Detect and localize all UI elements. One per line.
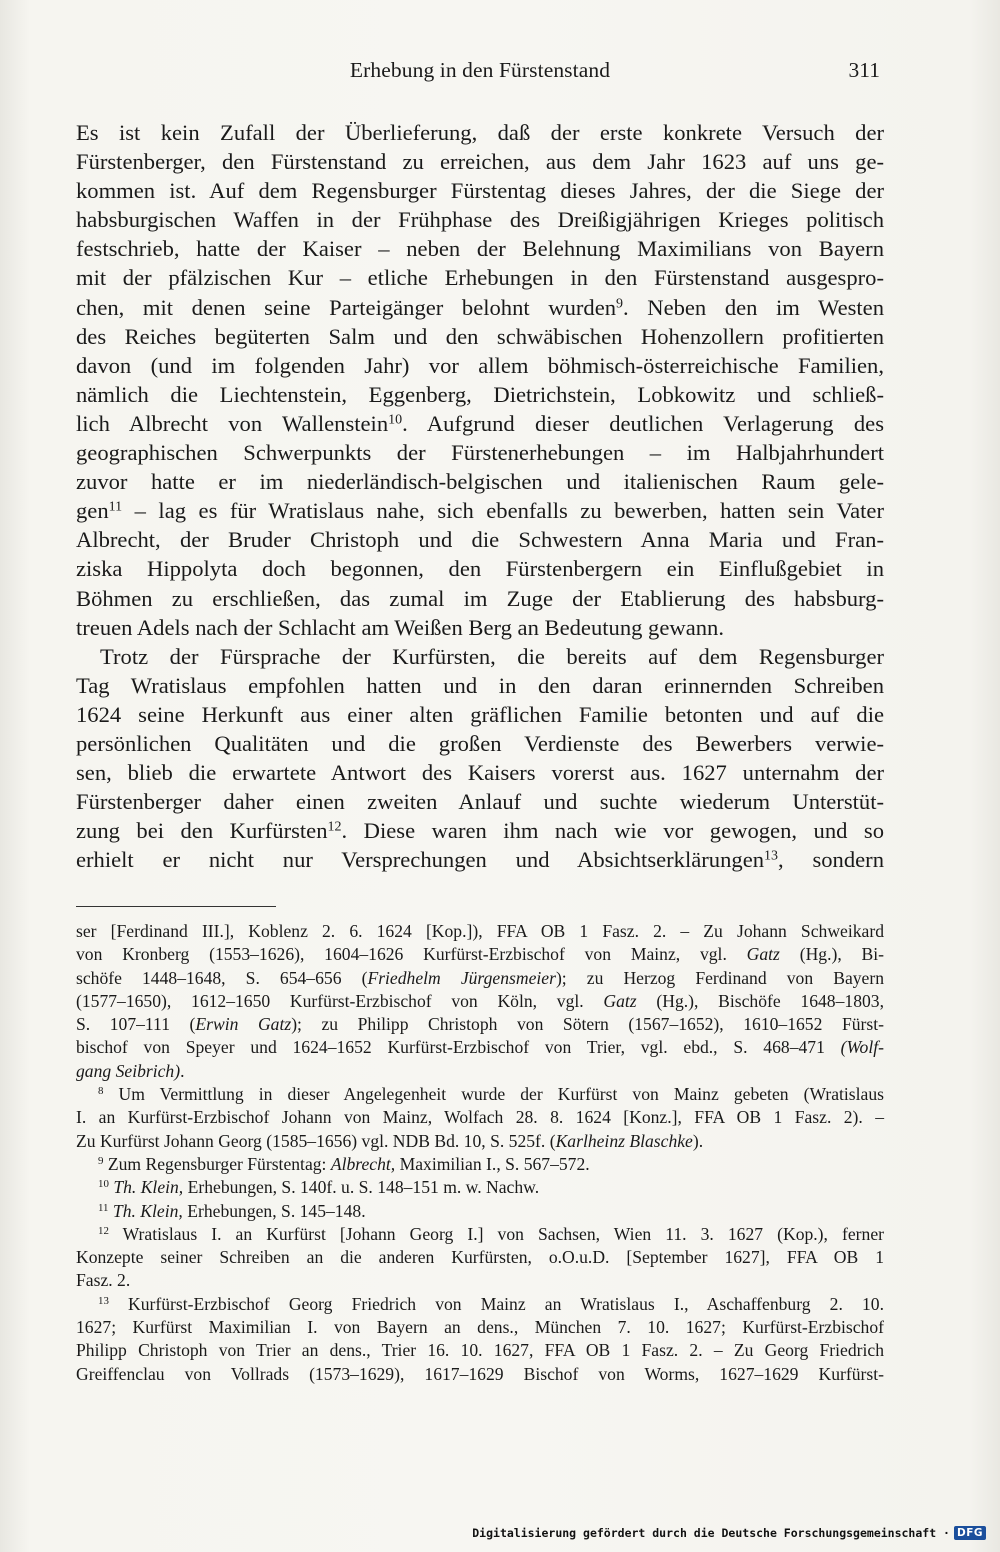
text-line: habsburgischen Waffen in der Frühphase des Dreißigjährigen Krieges politisch [76,207,884,233]
footnote-ref[interactable]: 13 [764,848,779,864]
footnote-ref[interactable]: 12 [327,819,342,835]
text-line: erhielt er nicht nur Versprechungen und Absichtserklärungen$^{13}$, sondern [76,847,884,873]
text-line: persönlichen Qualitäten und die großen Verdienste des Bewerbers verwie- [76,730,884,756]
footnote-ref[interactable]: 10 [388,412,403,428]
text-line: Trotz der Fürsprache der Kurfürsten, die bereits auf dem Regensburger [100,643,884,669]
footnote-13: $^{13}$ Kurfürst-Erzbischof Georg Friedrich von Mainz an Wratislaus I., Aschaffenburg 2. 10. [98,1293,884,1314]
footnote-8: $^8$ Um Vermittlung in dieser Angelegenheit wurde der Kurfürst von Mainz gebeten (Wratislaus [98,1084,884,1105]
text-line: mit der pfälzischen Kur – etliche Erhebungen in den Fürstenstand ausgespro- [76,265,884,291]
footnote-line: bischof von Speyer und 1624–1652 Kurfürst-Erzbischof von Trier, vgl. ebd., S. 468–471 (Wolf- [76,1037,884,1058]
footnote-12: $^{12}$ Wratislaus I. an Kurfürst [Johann Georg I.] von Sachsen, Wien 11. 3. 1627 (Kop.), ferner [98,1223,884,1244]
text-line: sen, blieb die erwartete Antwort des Kaisers vorerst aus. 1627 unternahm der [76,760,884,786]
footnote-ref[interactable]: 11 [108,499,123,515]
text-line: davon (und im folgenden Jahr) vor allem böhmisch-österreichische Familien, [76,352,884,378]
footnote-number: 11 [98,1201,109,1214]
text-line: lich Albrecht von Wallenstein$^{10}$. Aufgrund dieser deutlichen Verlagerung des [76,410,884,436]
footnote-line: (1577–1650), 1612–1650 Kurfürst-Erzbischof von Köln, vgl. Gatz (Hg.), Bischöfe 1648–1803, [76,990,884,1011]
text-line: des Reiches begüterten Salm und den schwäbischen Hohenzollern profitierten [76,323,884,349]
footnote-number: 8 [98,1085,104,1098]
footnote-number: 9 [98,1154,104,1167]
text-line: treuen Adels nach der Schlacht am Weißen Berg an Bedeutung gewann. [76,614,724,640]
text-line: ziska Hippolyta doch begonnen, den Fürstenbergern ein Einflußgebiet in [76,556,884,582]
text-line: gen$^{11}$ – lag es für Wratislaus nahe, sich ebenfalls zu bewerben, hatten sein Vater [76,498,884,524]
digitization-credit [472,1524,986,1542]
footnote-number: 13 [98,1294,109,1307]
footnote-line: 1627; Kurfürst Maximilian I. von Bayern an dens., München 7. 10. 1627; Kurfürst-Erzbischof [76,1317,884,1338]
text-line: zung bei den Kurfürsten$^{12}$. Diese waren ihm nach wie vor gewogen, und so [76,818,884,844]
text-line: chen, mit denen seine Parteigänger belohnt wurden$^9$. Neben den im Westen [76,294,884,320]
footnote-line: von Kronberg (1553–1626), 1604–1626 Kurfürst-Erzbischof von Mainz, vgl. Gatz (Hg.), Bi- [76,944,885,965]
footnote-line: Konzepte seiner Schreiben an die anderen Kurfürsten, o.O.u.D. [September 1627], FFA OB 1 [76,1247,884,1268]
dfg-logo: DFG [954,1526,986,1540]
footnote-line: schöfe 1448–1648, S. 654–656 (Friedhelm Jürgensmeier); zu Herzog Ferdinand von Bayern [76,967,885,988]
footnote-line: Fasz. 2. [76,1270,131,1291]
footnote-line: Greiffenclau von Vollrads (1573–1629), 1617–1629 Bischof von Worms, 1627–1629 Kurfürst- [76,1363,884,1384]
text-line: Tag Wratislaus empfohlen hatten und in den daran erinnernden Schreiben [76,672,884,698]
text-line: Es ist kein Zufall der Überlieferung, daß der erste konkrete Versuch der [76,120,884,145]
text-line: Fürstenberger, den Fürstenstand zu erreichen, aus dem Jahr 1623 auf uns ge- [76,149,884,175]
footnote-line: Philipp Christoph von Trier an dens., Trier 16. 10. 1627, FFA OB 1 Fasz. 2. – Zu Georg Friedrich [76,1340,884,1361]
footnotes [76,920,884,1386]
main-text [76,118,884,874]
page-number: 311 [848,58,880,82]
text-line: geographischen Schwerpunkts der Fürstenerhebungen – im Halbjahrhundert [76,440,884,466]
footnote-10: $^{10}$ Th. Klein, Erhebungen, S. 140f. u. S. 148–151 m. w. Nachw. [98,1177,540,1198]
text-line: Fürstenberger daher einen zweiten Anlauf und suchte wiederum Unterstüt- [76,789,884,815]
footnote-number: 12 [98,1224,109,1237]
text-line: Albrecht, der Bruder Christoph und die Schwestern Anna Maria und Fran- [76,527,884,553]
footnote-line: Zu Kurfürst Johann Georg (1585–1656) vgl. NDB Bd. 10, S. 525f. (Karlheinz Blaschke). [76,1130,704,1151]
footnote-9: $^9$ Zum Regensburger Fürstentag: Albrecht, Maximilian I., S. 567–572. [98,1153,590,1174]
text-line: nämlich die Liechtenstein, Eggenberg, Dietrichstein, Lobkowitz und schließ- [76,381,884,407]
text-line: kommen ist. Auf dem Regensburger Fürstentag dieses Jahres, der die Siege der [76,178,884,204]
footnote-line: S. 107–111 (Erwin Gatz); zu Philipp Christoph von Sötern (1567–1652), 1610–1652 Fürst- [76,1014,884,1035]
footnote-divider [76,906,276,907]
footnote-line: I. an Kurfürst-Erzbischof Johann von Mainz, Wolfach 28. 8. 1624 [Konz.], FFA OB 1 Fasz. 2). – [76,1107,884,1128]
text-line: festschrieb, hatte der Kaiser – neben der Belehnung Maximilians von Bayern [76,236,884,262]
text-line: Böhmen zu erschließen, das zumal im Zuge der Etablierung des habsburg- [76,585,884,611]
footnote-11: $^{11}$ Th. Klein, Erhebungen, S. 145–148. [98,1200,366,1221]
running-head: Erhebung in den Fürstenstand [349,58,611,82]
footnote-ref[interactable]: 9 [616,295,624,311]
footnote-line: gang Seibrich). [76,1060,185,1081]
text-line: 1624 seine Herkunft aus einer alten gräflichen Familie betonten und auf die [76,701,884,727]
footnote-line: ser [Ferdinand III.], Koblenz 2. 6. 1624 [Kop.]), FFA OB 1 Fasz. 2. – Zu Johann Schweikard [76,921,884,941]
credit-text: Digitalisierung gefördert durch die Deutsche Forschungsgemeinschaft · [472,1526,950,1540]
footnote-number: 10 [98,1178,109,1191]
text-line: zuvor hatte er im niederländisch-belgischen und italienischen Raum gele- [76,469,884,495]
page-header [76,58,884,92]
